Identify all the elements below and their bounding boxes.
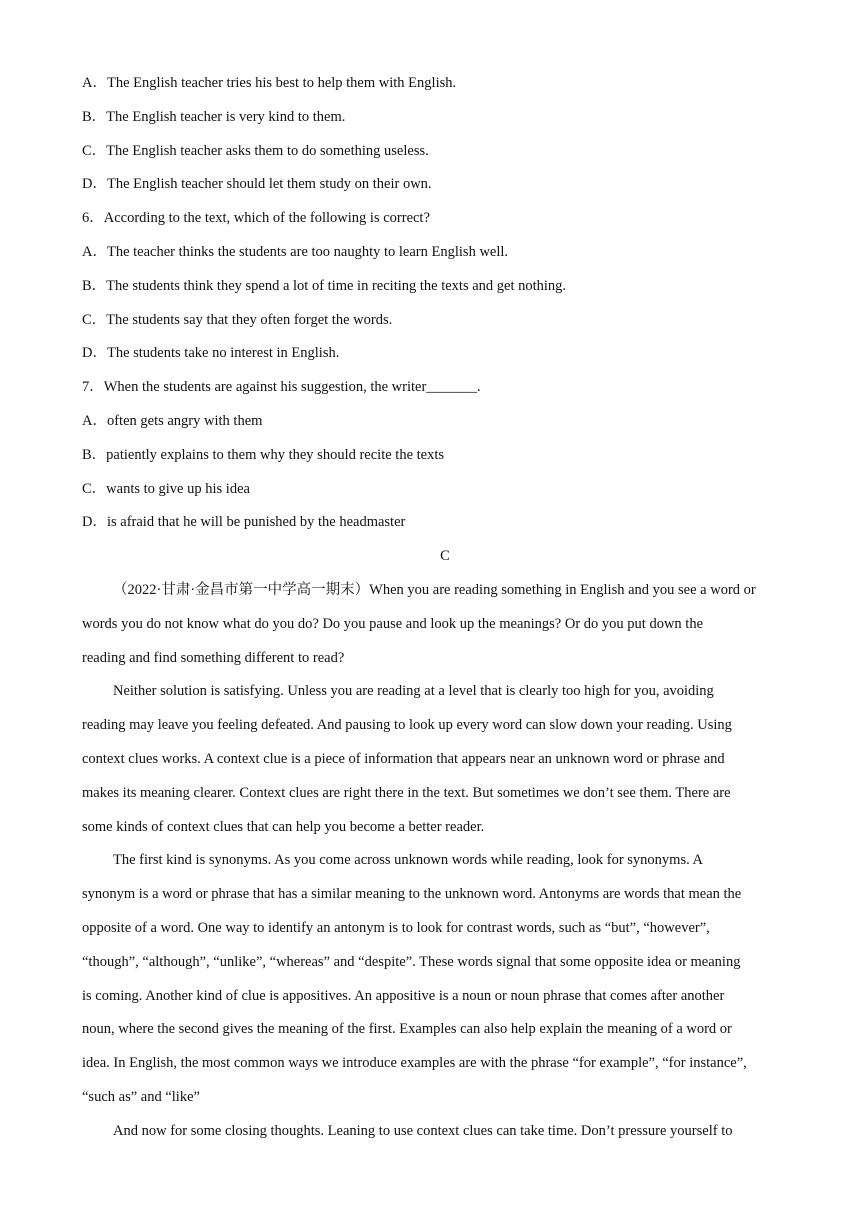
paragraph-3-line-7: idea. In English, the most common ways we introduce examples are with the phrase “for example”, “for instance”,	[82, 1055, 747, 1071]
paragraph-2-line-4: makes its meaning clearer. Context clues are right there in the text. But sometimes we don’t see them. There are	[82, 785, 731, 801]
q6-option-a: A．The teacher thinks the students are too naughty to learn English well.	[82, 244, 509, 260]
q6-option-b: B．The students think they spend a lot of time in reciting the texts and get nothing.	[82, 278, 567, 294]
paragraph-3-line-3: opposite of a word. One way to identify an antonym is to look for contrast words, such as “but”, “however”,	[82, 920, 710, 936]
paragraph-2-line-5: some kinds of context clues that can help you become a better reader.	[82, 819, 485, 835]
section-c-heading: C	[440, 548, 450, 564]
paragraph-3-line-6: noun, where the second gives the meaning of the first. Examples can also help explain the meaning of a word or	[82, 1021, 732, 1037]
paragraph-3-line-4: “though”, “although”, “unlike”, “whereas” and “despite”. These words signal that some opposite idea or meaning	[82, 954, 741, 970]
paragraph-1-line-1: （2022·甘肃·金昌市第一中学高一期末）When you are reading something in English and you see a word or	[113, 582, 756, 598]
q7-option-d: D．is afraid that he will be punished by the headmaster	[82, 514, 406, 530]
q5-option-c: C．The English teacher asks them to do something useless.	[82, 143, 429, 159]
paragraph-1-line-2: words you do not know what do you do? Do you pause and look up the meanings? Or do you put down the	[82, 616, 704, 632]
q6-stem: 6．According to the text, which of the following is correct?	[82, 210, 430, 226]
paragraph-3-line-5: is coming. Another kind of clue is appositives. An appositive is a noun or noun phrase that comes after another	[82, 988, 725, 1004]
q6-option-c: C．The students say that they often forget the words.	[82, 312, 393, 328]
q5-option-b: B．The English teacher is very kind to them.	[82, 109, 346, 125]
q7-option-b: B．patiently explains to them why they should recite the texts	[82, 447, 445, 463]
q7-option-c: C．wants to give up his idea	[82, 481, 250, 497]
q5-option-a: A．The English teacher tries his best to help them with English.	[82, 75, 457, 91]
q7-stem: 7．When the students are against his suggestion, the writer_______.	[82, 379, 481, 395]
q6-option-d: D．The students take no interest in English.	[82, 345, 340, 361]
paragraph-3-line-2: synonym is a word or phrase that has a similar meaning to the unknown word. Antonyms are words that mean the	[82, 886, 742, 902]
paragraph-2-line-2: reading may leave you feeling defeated. And pausing to look up every word can slow down your reading. Using	[82, 717, 732, 733]
paragraph-3-line-8: “such as” and “like”	[82, 1089, 200, 1105]
paragraph-2-line-1: Neither solution is satisfying. Unless you are reading at a level that is clearly too high for you, avoiding	[113, 683, 714, 699]
paragraph-1-line-3: reading and find something different to read?	[82, 650, 345, 666]
paragraph-4-line-1: And now for some closing thoughts. Leaning to use context clues can take time. Don’t pressure yourself to	[113, 1123, 733, 1139]
q5-option-d: D．The English teacher should let them study on their own.	[82, 176, 432, 192]
paragraph-2-line-3: context clues works. A context clue is a piece of information that appears near an unknown word or phrase and	[82, 751, 725, 767]
paragraph-3-line-1: The first kind is synonyms. As you come across unknown words while reading, look for synonyms. A	[113, 852, 704, 868]
q7-option-a: A．often gets angry with them	[82, 413, 263, 429]
